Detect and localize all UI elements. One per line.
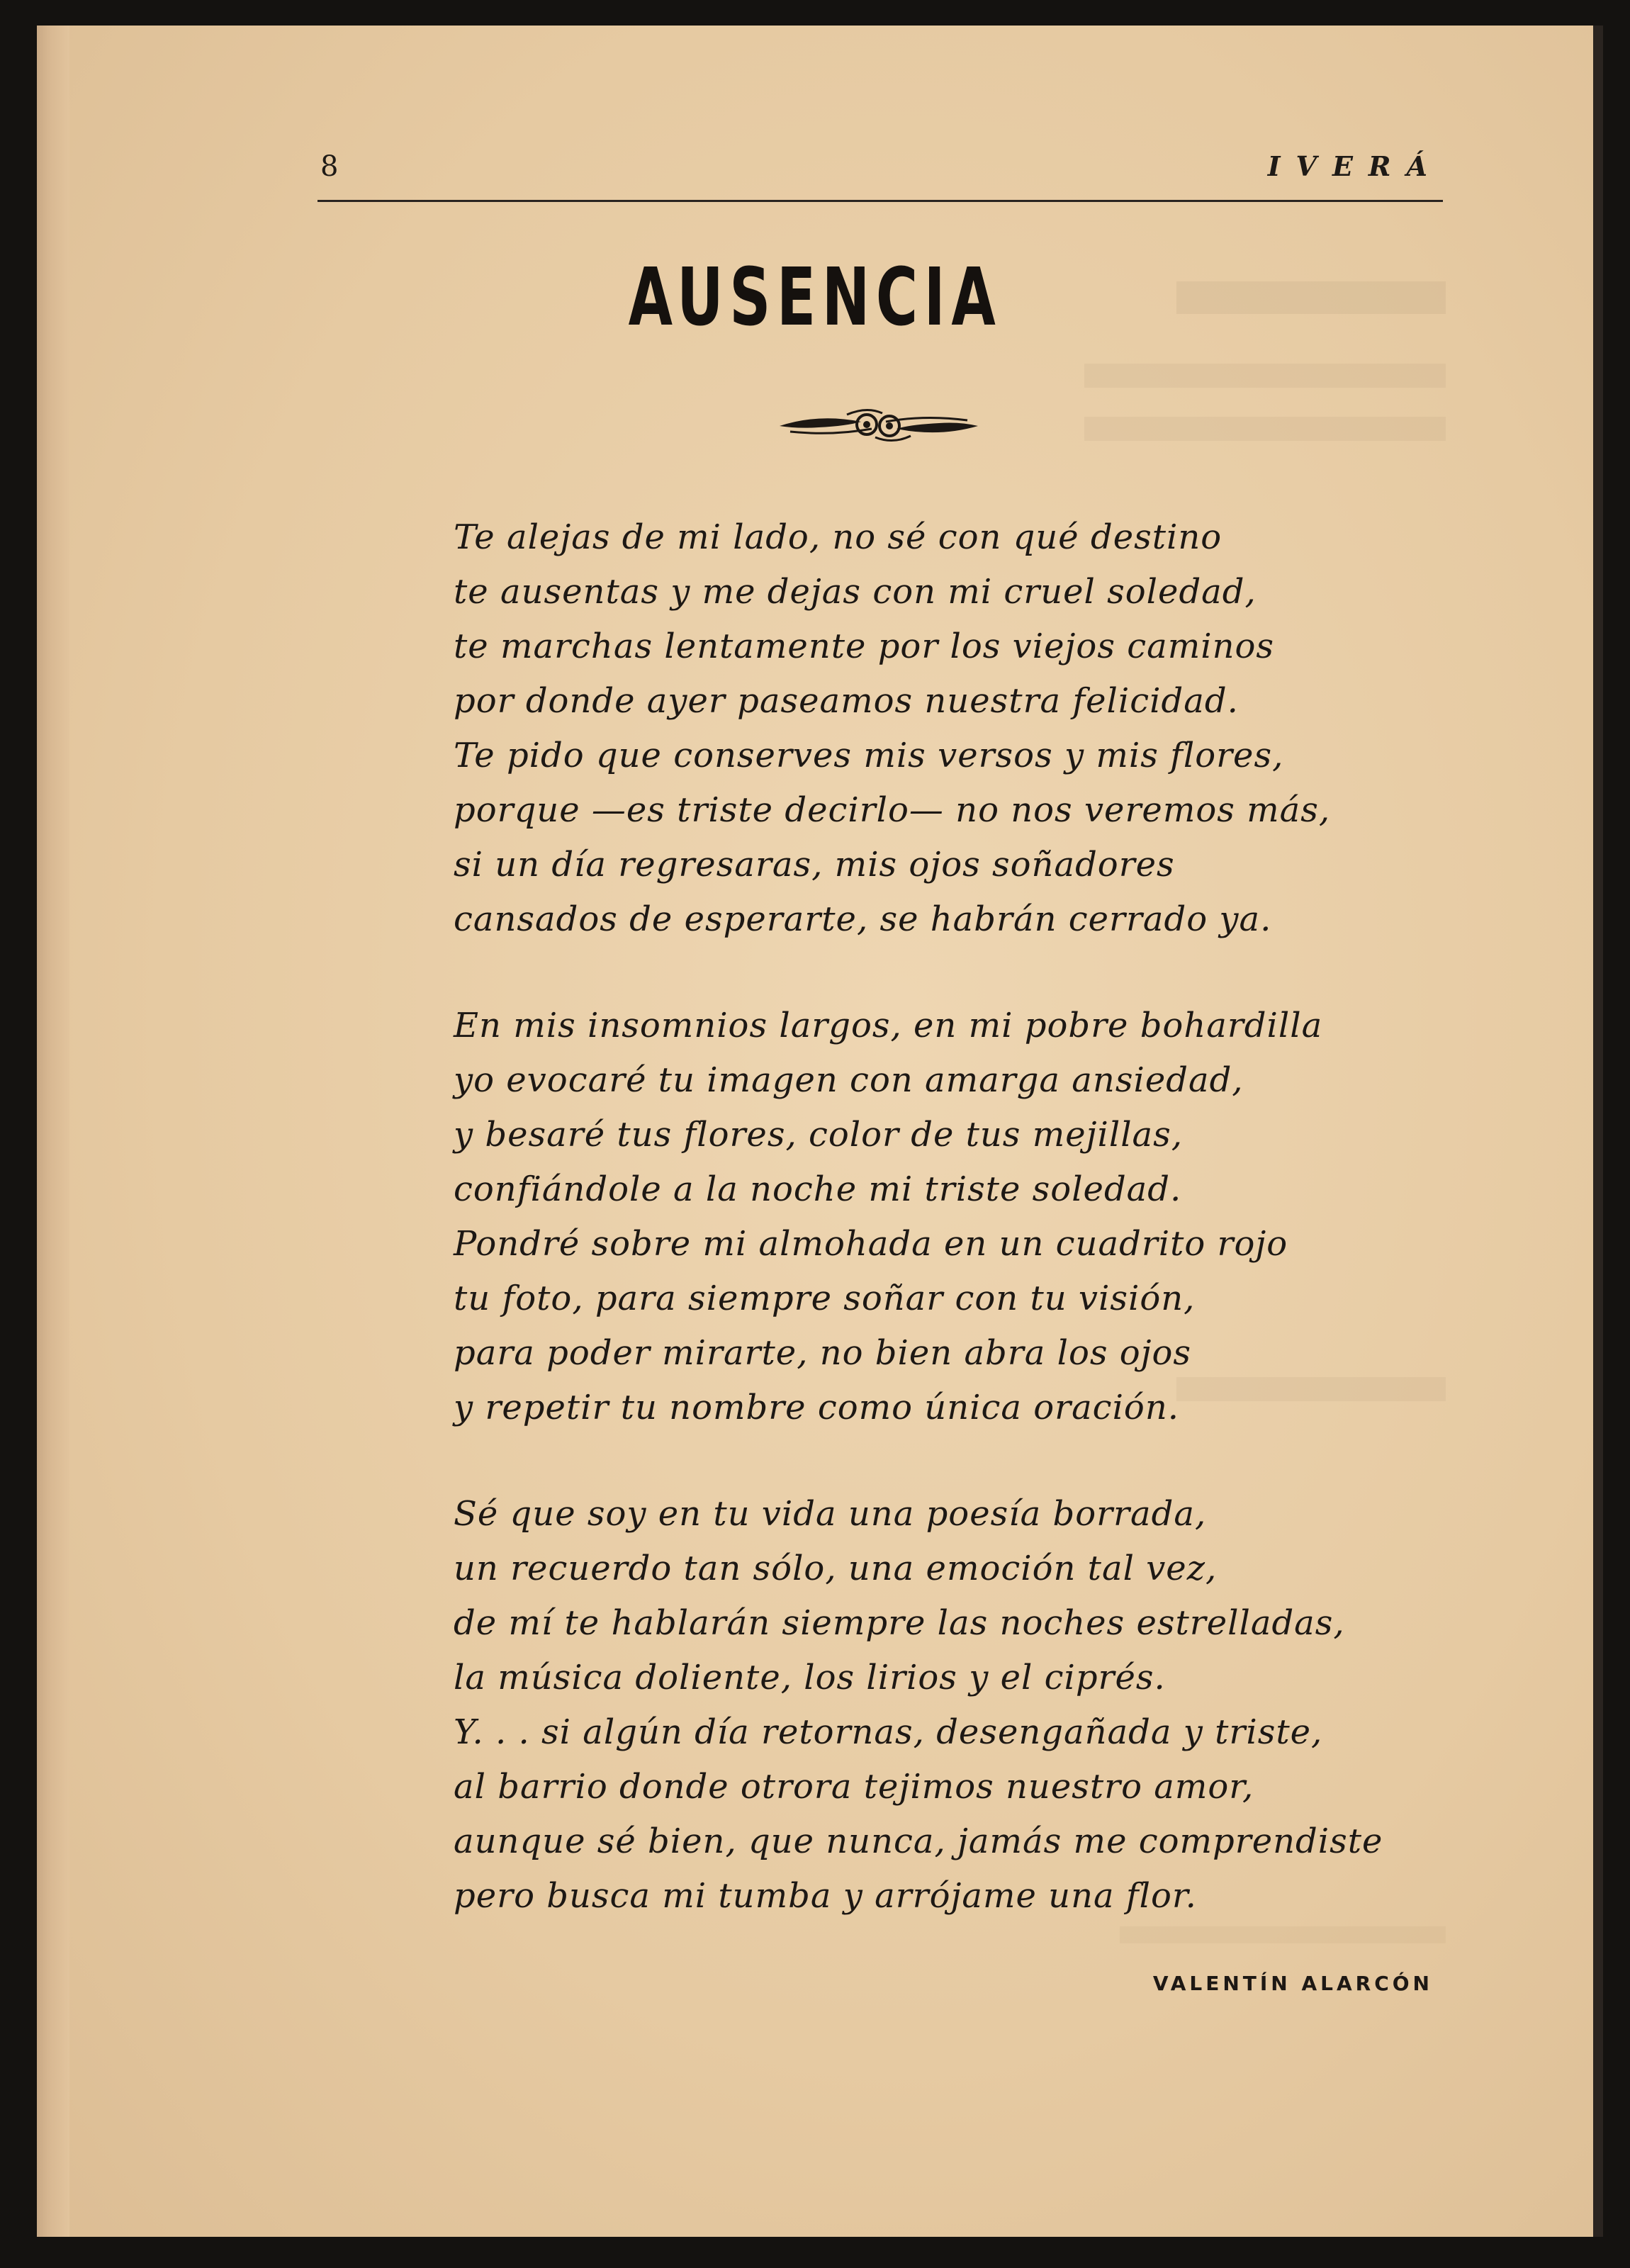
poem-line: Sé que soy en tu vida una poesía borrada, <box>454 1494 1207 1534</box>
poem-line: de mí te hablarán siempre las noches estrelladas, <box>454 1603 1345 1643</box>
poem-line: aunque sé bien, que nunca, jamás me comprendiste <box>454 1821 1383 1861</box>
poem-line: al barrio donde otrora tejimos nuestro amor, <box>454 1767 1254 1807</box>
page-number: 8 <box>320 150 339 183</box>
article-title: AUSENCIA <box>628 252 1002 344</box>
page-header <box>317 150 1443 193</box>
poem-line: por donde ayer paseamos nuestra felicidad. <box>454 681 1239 721</box>
page-edge-left <box>37 26 69 2237</box>
running-head: IVERÁ <box>1267 150 1443 182</box>
poem-line: Te alejas de mi lado, no sé con qué destino <box>454 517 1222 557</box>
poem-line: un recuerdo tan sólo, una emoción tal vez, <box>454 1549 1218 1588</box>
author-signature: VALENTÍN ALARCÓN <box>1152 1972 1433 1995</box>
poem-line: si un día regresaras, mis ojos soñadores <box>454 845 1175 885</box>
stanza-1 <box>454 510 1446 947</box>
poem-line: te marchas lentamente por los viejos caminos <box>454 627 1275 666</box>
poem-line: Pondré sobre mi almohada en un cuadrito rojo <box>454 1224 1288 1264</box>
poem-line: Te pido que conserves mis versos y mis flores, <box>454 736 1284 775</box>
header-rule <box>317 200 1443 202</box>
stanza-3 <box>454 1487 1446 1924</box>
poem-line: te ausentas y me dejas con mi cruel soledad, <box>454 572 1257 612</box>
poem-line: cansados de esperarte, se habrán cerrado ya. <box>454 899 1272 939</box>
poem-line: y besaré tus flores, color de tus mejillas, <box>454 1115 1184 1155</box>
poem-line: tu foto, para siempre soñar con tu visión, <box>454 1279 1196 1318</box>
poem-line: En mis insomnios largos, en mi pobre bohardilla <box>454 1006 1323 1045</box>
poem-line: para poder mirarte, no bien abra los ojos <box>454 1333 1192 1373</box>
poem-line: porque —es triste decirlo— no nos veremos más, <box>454 790 1331 830</box>
poem-line: la música doliente, los lirios y el ciprés. <box>454 1658 1166 1697</box>
poem-line: yo evocaré tu imagen con amarga ansiedad, <box>454 1060 1244 1100</box>
poem-body <box>454 510 1446 1975</box>
stanza-2 <box>454 999 1446 1435</box>
poem-line: pero busca mi tumba y arrójame una flor. <box>454 1876 1197 1916</box>
poem-line: confiándole a la noche mi triste soledad. <box>454 1169 1182 1209</box>
poem-line: y repetir tu nombre como única oración. <box>454 1388 1179 1427</box>
ornament-flourish-icon <box>776 400 982 450</box>
poem-line: Y. . . si algún día retornas, desengañada y triste, <box>454 1712 1323 1752</box>
page-edge-right <box>1593 26 1603 2237</box>
